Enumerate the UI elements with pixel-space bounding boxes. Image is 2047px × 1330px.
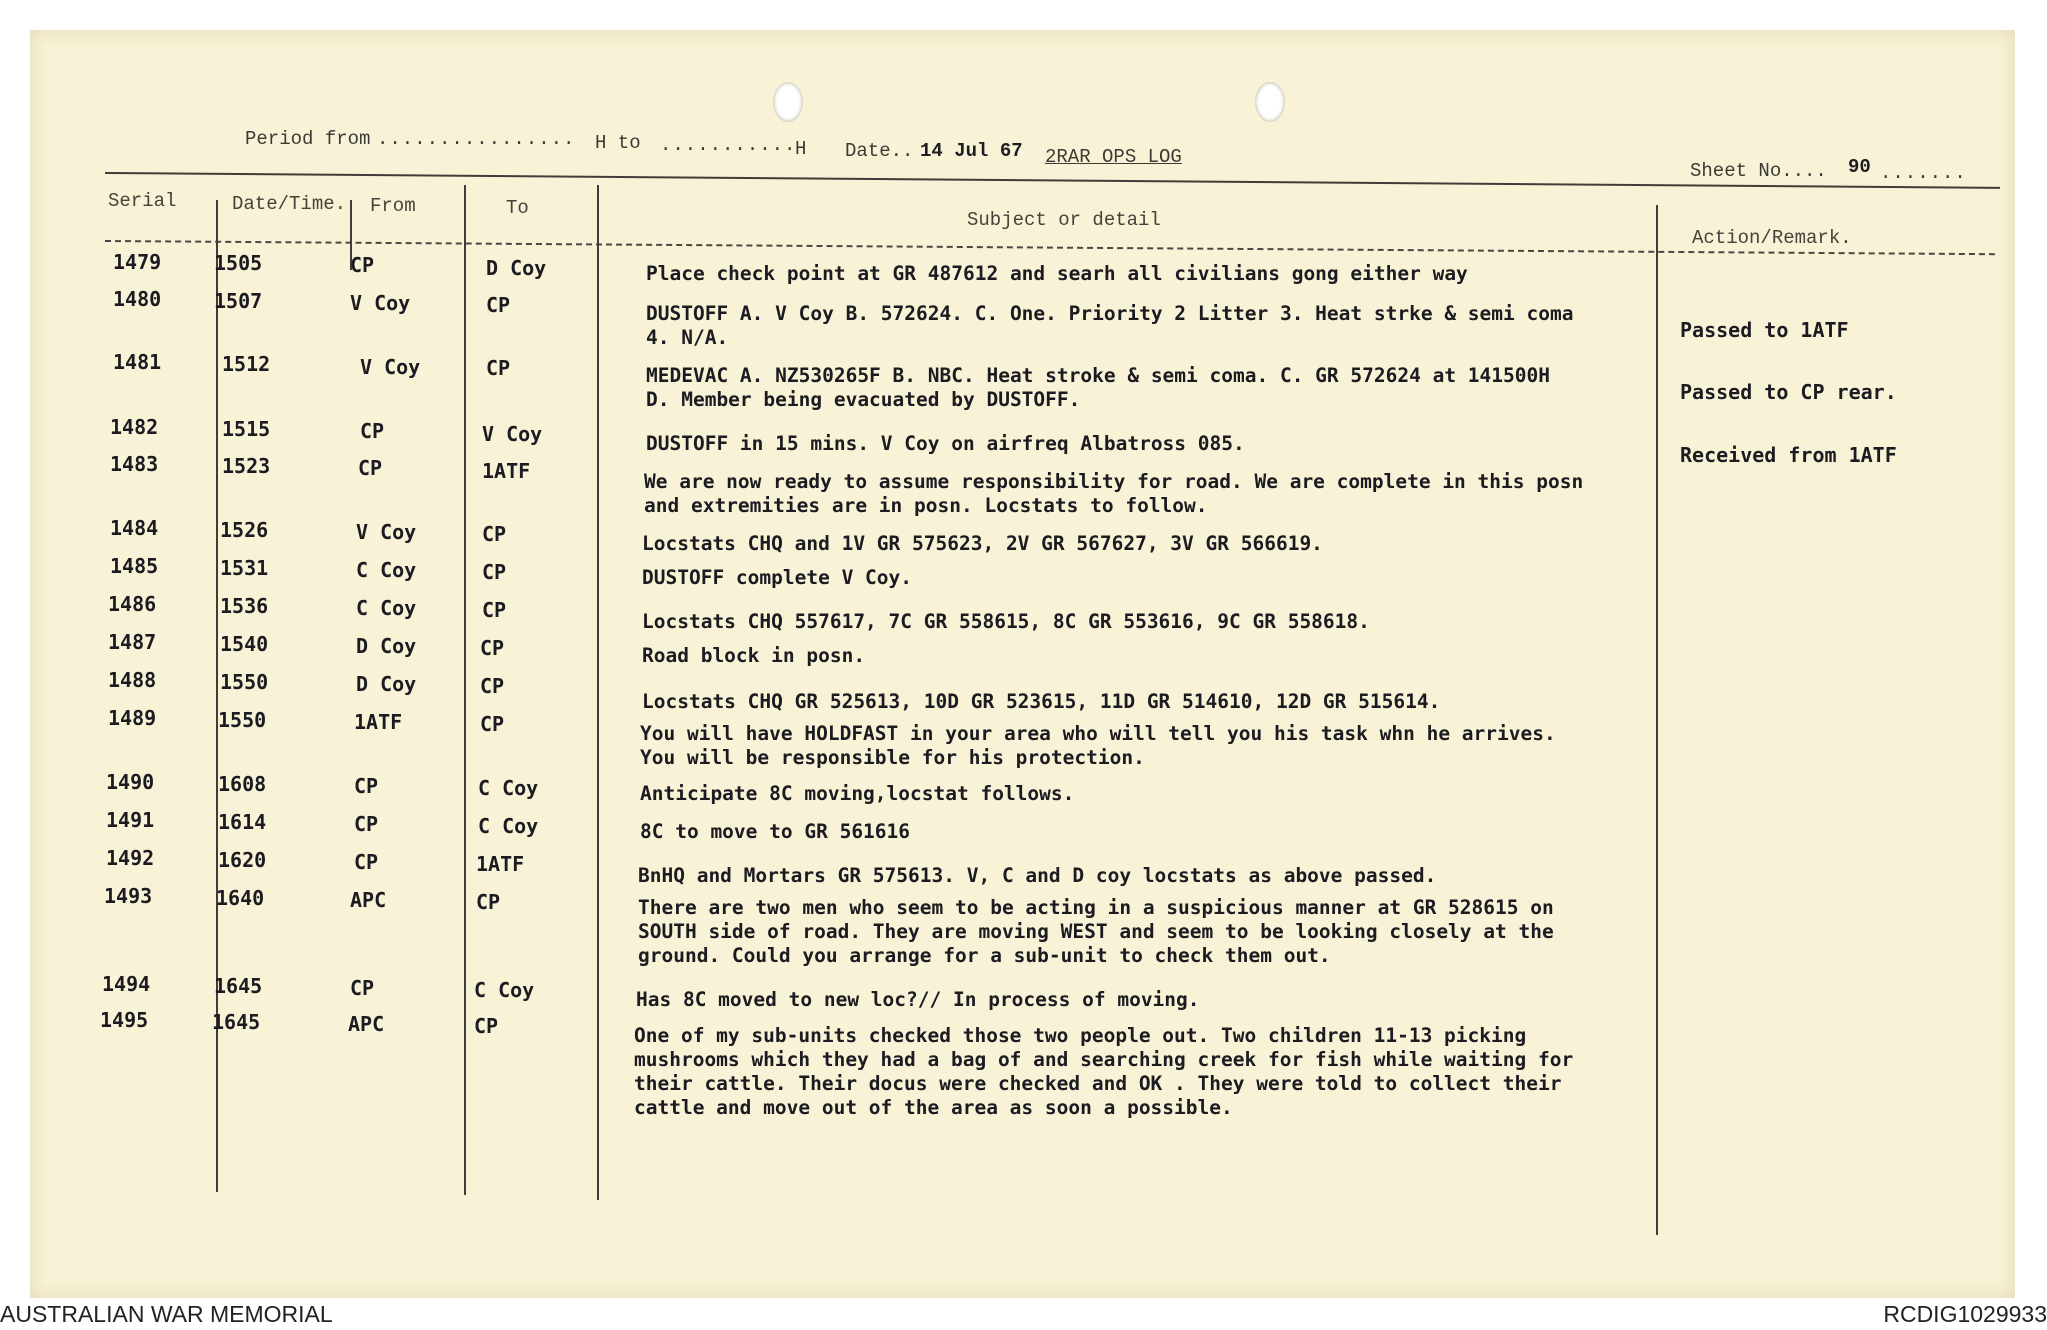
to-cell: CP — [480, 712, 505, 736]
remark-cell: Passed to 1ATF — [1680, 318, 1849, 342]
from-cell: C Coy — [356, 596, 417, 620]
to-cell: V Coy — [482, 422, 543, 446]
to-cell: CP — [482, 560, 507, 584]
time-cell: 1645 — [214, 974, 263, 998]
from-cell: V Coy — [360, 355, 421, 379]
time-cell: 1645 — [212, 1010, 261, 1034]
date-value: 14 Jul 67 — [920, 140, 1023, 162]
col-header-subject: Subject or detail — [967, 209, 1161, 231]
serial-cell: 1480 — [113, 287, 162, 311]
col-header-to: To — [506, 197, 529, 219]
col-header-datetime: Date/Time. — [232, 193, 347, 215]
detail-cell: Locstats CHQ GR 525613, 10D GR 523615, 11D GR 514610, 12D GR 515614. — [642, 690, 1441, 713]
period-from-dots: ................ — [377, 128, 576, 150]
time-cell: 1540 — [220, 632, 269, 656]
time-cell: 1620 — [218, 848, 267, 872]
punch-hole-left — [773, 82, 803, 122]
date-label: Date.. — [845, 140, 914, 162]
serial-cell: 1487 — [108, 630, 157, 654]
period-label: Period from — [245, 128, 371, 150]
from-cell: D Coy — [356, 634, 417, 658]
from-cell: CP — [350, 253, 375, 277]
detail-cell: There are two men who seem to be acting in a suspicious manner at GR 528615 on SOUTH side of road. They are moving WEST and seem to be looking closely at the ground. Could you arrange for a sub-unit to check them out. — [638, 896, 1554, 967]
time-cell: 1515 — [222, 417, 271, 441]
time-cell: 1536 — [220, 594, 269, 618]
to-cell: CP — [480, 674, 505, 698]
detail-cell: MEDEVAC A. NZ530265F B. NBC. Heat stroke & semi coma. C. GR 572624 at 141500H D. Member being evacuated by DUSTOFF. — [646, 364, 1550, 411]
h-to-label: H to — [595, 132, 641, 154]
from-cell: APC — [350, 888, 387, 912]
serial-cell: 1484 — [110, 516, 159, 540]
to-cell: CP — [486, 356, 511, 380]
log-title: 2RAR OPS LOG — [1045, 146, 1182, 168]
serial-cell: 1481 — [113, 350, 162, 374]
time-cell: 1505 — [214, 251, 263, 275]
col-header-from: From — [370, 195, 416, 217]
to-cell: CP — [476, 890, 501, 914]
serial-cell: 1479 — [113, 250, 162, 274]
serial-cell: 1483 — [110, 452, 159, 476]
serial-cell: 1490 — [106, 770, 155, 794]
serial-cell: 1482 — [110, 415, 159, 439]
to-cell: 1ATF — [476, 852, 525, 876]
remark-cell: Received from 1ATF — [1680, 443, 1897, 467]
col-divider-from — [464, 185, 466, 1195]
to-cell: C Coy — [478, 776, 539, 800]
from-cell: C Coy — [356, 558, 417, 582]
col-divider-serial — [216, 200, 218, 1192]
detail-cell: DUSTOFF complete V Coy. — [642, 566, 913, 589]
time-cell: 1512 — [222, 352, 271, 376]
col-divider-subject — [597, 185, 599, 1200]
punch-hole-right — [1255, 82, 1285, 122]
from-cell: CP — [360, 419, 385, 443]
to-cell: D Coy — [486, 256, 547, 280]
serial-cell: 1495 — [100, 1008, 149, 1032]
to-cell: 1ATF — [482, 459, 531, 483]
detail-cell: Locstats CHQ and 1V GR 575623, 2V GR 567627, 3V GR 566619. — [642, 532, 1323, 555]
serial-cell: 1494 — [102, 972, 151, 996]
detail-cell: One of my sub-units checked those two people out. Two children 11-13 picking mushrooms which they had a bag of and searching creek for fish while waiting for their cattle. Their docus were checked and OK . They were told to collect their cattle and move out of the area as soon a possible. — [634, 1024, 1574, 1119]
detail-cell: Locstats CHQ 557617, 7C GR 558615, 8C GR 553616, 9C GR 558618. — [642, 610, 1370, 633]
detail-cell: Place check point at GR 487612 and searh all civilians gong either way — [646, 262, 1468, 285]
serial-cell: 1492 — [106, 846, 155, 870]
footer-record-id: RCDIG1029933 — [1883, 1301, 2047, 1327]
remark-cell: Passed to CP rear. — [1680, 380, 1897, 404]
time-cell: 1507 — [214, 289, 263, 313]
col-header-serial: Serial — [108, 190, 177, 212]
serial-cell: 1488 — [108, 668, 157, 692]
from-cell: CP — [358, 456, 383, 480]
serial-cell: 1489 — [108, 706, 157, 730]
sheet-label: Sheet No.... — [1690, 160, 1827, 182]
to-cell: C Coy — [474, 978, 535, 1002]
to-cell: CP — [482, 598, 507, 622]
to-cell: CP — [486, 293, 511, 317]
detail-cell: We are now ready to assume responsibility for road. We are complete in this posn and extremities are in posn. Locstats to follow. — [644, 470, 1584, 517]
time-cell: 1640 — [216, 886, 265, 910]
from-cell: CP — [354, 774, 379, 798]
sheet-value: 90 — [1848, 156, 1871, 178]
to-cell: CP — [474, 1014, 499, 1038]
from-cell: APC — [348, 1012, 385, 1036]
serial-cell: 1491 — [106, 808, 155, 832]
footer-archive-name: AUSTRALIAN WAR MEMORIAL — [0, 1301, 333, 1327]
col-header-action: Action/Remark. — [1692, 227, 1852, 249]
detail-cell: Road block in posn. — [642, 644, 866, 667]
h-label: H — [795, 138, 807, 160]
detail-cell: 8C to move to GR 561616 — [640, 820, 911, 843]
to-cell: CP — [482, 522, 507, 546]
detail-cell: You will have HOLDFAST in your area who will tell you his task whn he arrives. You will be responsible for his protection. — [640, 722, 1556, 769]
to-cell: CP — [480, 636, 505, 660]
time-cell: 1550 — [218, 708, 267, 732]
time-cell: 1523 — [222, 454, 271, 478]
time-cell: 1531 — [220, 556, 269, 580]
detail-cell: Anticipate 8C moving,locstat follows. — [640, 782, 1075, 805]
time-cell: 1614 — [218, 810, 267, 834]
from-cell: 1ATF — [354, 710, 403, 734]
from-cell: V Coy — [350, 291, 411, 315]
from-cell: V Coy — [356, 520, 417, 544]
detail-cell: Has 8C moved to new loc?// In process of moving. — [636, 988, 1200, 1011]
serial-cell: 1486 — [108, 592, 157, 616]
col-divider-action — [1656, 205, 1658, 1235]
time-cell: 1608 — [218, 772, 267, 796]
to-cell: C Coy — [478, 814, 539, 838]
time-cell: 1526 — [220, 518, 269, 542]
time-cell: 1550 — [220, 670, 269, 694]
serial-cell: 1493 — [104, 884, 153, 908]
sheet-dots: ....... — [1880, 162, 1967, 184]
from-cell: CP — [354, 812, 379, 836]
from-cell: CP — [354, 850, 379, 874]
from-cell: CP — [350, 976, 375, 1000]
h-to-dots: ........... — [660, 134, 797, 156]
detail-cell: DUSTOFF A. V Coy B. 572624. C. One. Priority 2 Litter 3. Heat strke & semi coma 4. N/A. — [646, 302, 1574, 349]
serial-cell: 1485 — [110, 554, 159, 578]
detail-cell: BnHQ and Mortars GR 575613. V, C and D coy locstats as above passed. — [638, 864, 1437, 887]
from-cell: D Coy — [356, 672, 417, 696]
detail-cell: DUSTOFF in 15 mins. V Coy on airfreq Albatross 085. — [646, 432, 1245, 455]
